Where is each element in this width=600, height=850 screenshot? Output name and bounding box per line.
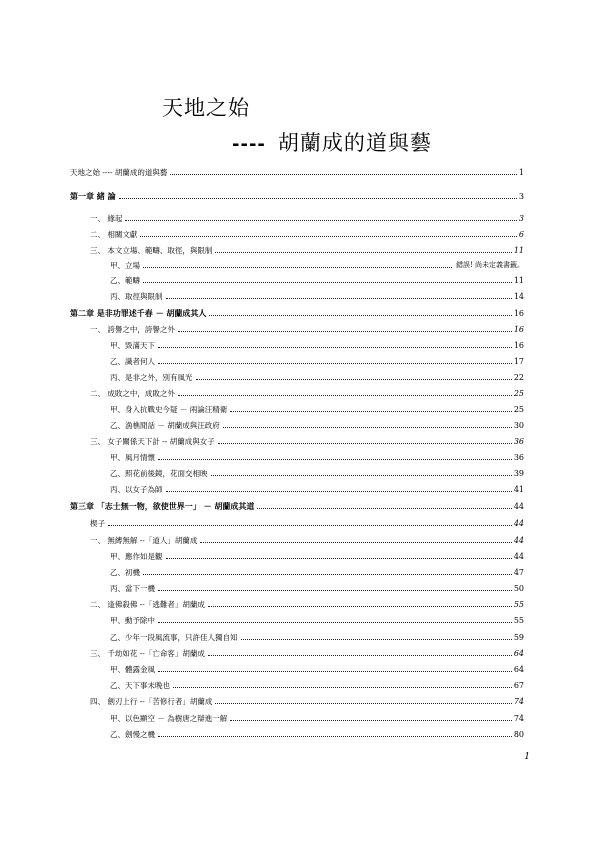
toc-entry-page: 39 [513,469,524,478]
dot-leader [158,671,512,672]
dot-leader [200,542,511,543]
toc-entry-page: 44 [513,552,524,561]
toc-entry-label: 乙、初機 [110,568,140,577]
toc-entry-label: 乙、少年一段風流事，只許佳人獨自知 [110,633,238,642]
toc-entry-page: 74 [513,697,524,706]
toc-entry-label: 丙、當下一機 [110,584,155,593]
toc-entry[interactable] [70,384,524,398]
dot-leader [230,720,512,721]
toc-entry-page: 25 [513,389,524,398]
toc-entry-label: 天地之始 ---- 胡蘭成的道與藝 [70,168,168,177]
dot-leader [196,379,512,380]
toc-entry-page: 80 [513,730,524,739]
toc-entry-label: 甲、毀滿天下 [110,341,155,350]
toc-entry-label: 甲、風月情懷 [110,453,155,462]
toc-entry[interactable] [70,432,524,446]
toc-entry-page: 3 [518,214,524,223]
toc-entry[interactable] [70,225,524,239]
toc-entry[interactable] [70,709,524,723]
toc-entry-label: 丙、以女子為師 [110,485,163,494]
dot-leader [208,655,512,656]
toc-entry-label: 第三章 「志士無一物，欲使世界一」 － 胡蘭成其道 [70,501,255,511]
dot-leader [173,687,512,688]
toc-entry[interactable] [70,241,524,255]
toc-entry[interactable] [70,531,524,545]
dot-leader [143,574,512,575]
toc-entry-label: 丙、取徑與限制 [110,292,163,301]
dot-leader [158,622,512,623]
toc-entry[interactable] [70,271,524,285]
toc-entry[interactable] [70,256,524,270]
toc-entry-page: 67 [513,681,524,690]
page-number: 1 [524,752,530,762]
toc-entry-label: 三、 千劫如花 --「亡命客」胡蘭成 [90,649,205,658]
toc-entry-page: 3 [518,192,524,201]
toc-entry[interactable] [70,644,524,658]
dot-leader [158,459,512,460]
toc-entry-label: 甲、立場 [110,261,140,270]
title-main: 天地之始 [162,96,250,120]
toc-entry[interactable] [70,416,524,430]
toc-entry[interactable] [70,400,524,414]
dot-leader [166,558,512,559]
toc-entry-page: 55 [513,600,524,609]
toc-entry-label: 甲、身入抗戰史今疑 － 兩論汪精衛 [110,405,228,414]
toc-entry-label: 二、 相關文獻 [90,230,138,239]
dot-leader [170,174,517,175]
dot-leader [125,220,517,221]
toc-entry[interactable] [70,352,524,366]
dot-leader [166,491,512,492]
toc-entry-page: 64 [513,665,524,674]
toc-entry-label: 第一章 緒 論 [70,191,116,201]
dot-leader [211,475,512,476]
dot-leader [158,363,512,364]
toc-entry[interactable] [70,628,524,642]
toc-entry-label: 一、 誇譽之中，誇譽之外 [90,325,175,334]
toc-entry-page: 44 [513,536,524,545]
toc-entry-page: 50 [513,584,524,593]
toc-entry[interactable] [70,563,524,577]
toc-entry-label: 丙、是非之外，別有風光 [110,373,193,382]
toc-entry-page: 16 [513,341,524,350]
toc-entry-label: 三、 女子關係天下計 -- 胡蘭成與女子 [90,437,215,446]
toc-entry-label: 一、 緣起 [90,214,123,223]
toc-entry-note: 錯誤! 尚未定義書籤。 [455,261,524,269]
toc-entry-page: 44 [513,519,524,528]
title-sub: 胡蘭成的道與藝 [277,131,432,155]
toc-entry[interactable] [70,514,524,528]
toc-entry[interactable] [70,464,524,478]
toc-entry-page: 74 [513,714,524,723]
toc-entry-label: 乙、漁樵閒話 － 胡蘭成與汪政府 [110,421,220,430]
dot-leader [143,282,512,283]
toc-entry-label: 甲、應作如是觀 [110,552,163,561]
toc-entry-page: 17 [513,357,524,366]
toc-entry-page: 36 [513,453,524,462]
dot-leader [158,590,512,591]
toc-entry-page: 14 [513,292,524,301]
toc-entry-page: 64 [513,649,524,658]
toc-entry-page: 16 [513,325,524,334]
toc-entry-page: 47 [513,568,524,577]
toc-entry-label: 三、 本文立場、範疇、取徑，與限制 [90,246,213,255]
toc-entry-label: 乙、範疇 [110,276,140,285]
dot-leader [166,298,512,299]
toc-entry-page: 1 [518,168,524,177]
title-sub-line [232,127,432,157]
toc-entry-label: 二、 逢佛殺佛 --「逃難者」胡蘭成 [90,600,205,609]
toc-entry[interactable] [70,287,524,301]
dot-leader [241,639,512,640]
toc-entry[interactable] [70,676,524,690]
toc-entry[interactable] [70,480,524,494]
toc-entry[interactable] [70,187,524,201]
dot-leader [218,443,512,444]
toc-entry-page: 22 [513,373,524,382]
toc-entry-label: 甲、動予除中 [110,616,155,625]
toc-entry[interactable] [70,611,524,625]
toc-entry-page: 36 [513,437,524,446]
dot-leader [223,427,512,428]
toc-entry-label: 四、 劍刃上行 --「苦修行者」胡蘭成 [90,697,213,706]
toc-entry-page: 6 [518,230,524,239]
toc-entry-label: 乙、天下事未晚也 [110,681,170,690]
toc-entry[interactable] [70,448,524,462]
toc-entry-page: 55 [513,616,524,625]
toc-entry-label: 一、 無縛無解 --「道人」胡蘭成 [90,536,198,545]
toc-entry[interactable] [70,660,524,674]
toc-entry-label: 第二章 是非功罪述千春 － 胡蘭成其人 [70,308,207,318]
toc-entry-label: 乙、劍慢之機 [110,730,155,739]
dot-leader [215,703,511,704]
title-dash: ---- [232,134,266,155]
toc-entry-page: 44 [513,502,524,511]
dot-leader [108,525,512,526]
dot-leader [158,347,512,348]
toc-entry-page: 11 [513,276,524,285]
dot-leader [215,252,511,253]
toc-entry[interactable] [70,725,524,739]
toc-entry[interactable] [70,163,524,177]
toc-entry-label: 乙、識者何人 [110,357,155,366]
toc-entry[interactable] [70,497,524,511]
dot-leader [209,315,511,316]
toc-entry[interactable] [70,595,524,609]
dot-leader [178,395,512,396]
toc-entry[interactable] [70,320,524,334]
toc-entry-label: 楔子 [90,519,105,528]
toc-entry[interactable] [70,336,524,350]
toc-entry-label: 甲、體露金風 [110,665,155,674]
dot-leader [257,508,511,509]
dot-leader [230,411,512,412]
toc-entry[interactable] [70,209,524,223]
toc-entry-page: 30 [513,421,524,430]
dot-leader [119,198,517,199]
toc-entry[interactable] [70,579,524,593]
toc-entry-page: 16 [513,309,524,318]
toc-entry-label: 乙、照花前後鏡，花面交相映 [110,469,208,478]
dot-leader [178,331,512,332]
toc-entry-page: 25 [513,405,524,414]
dot-leader [140,236,517,237]
toc-entry-label: 甲、以色顯空 － 為樹唐之辯進一解 [110,714,228,723]
toc-entry-page: 41 [513,485,524,494]
table-of-contents [70,163,524,763]
toc-entry-page: 59 [513,633,524,642]
dot-leader [143,267,452,268]
toc-entry[interactable] [70,368,524,382]
toc-entry[interactable] [70,547,524,561]
toc-entry-page: 11 [513,246,524,255]
dot-leader [208,606,512,607]
dot-leader [158,736,512,737]
toc-entry[interactable] [70,304,524,318]
toc-entry[interactable] [70,692,524,706]
toc-entry-label: 二、 成敗之中，成敗之外 [90,389,175,398]
